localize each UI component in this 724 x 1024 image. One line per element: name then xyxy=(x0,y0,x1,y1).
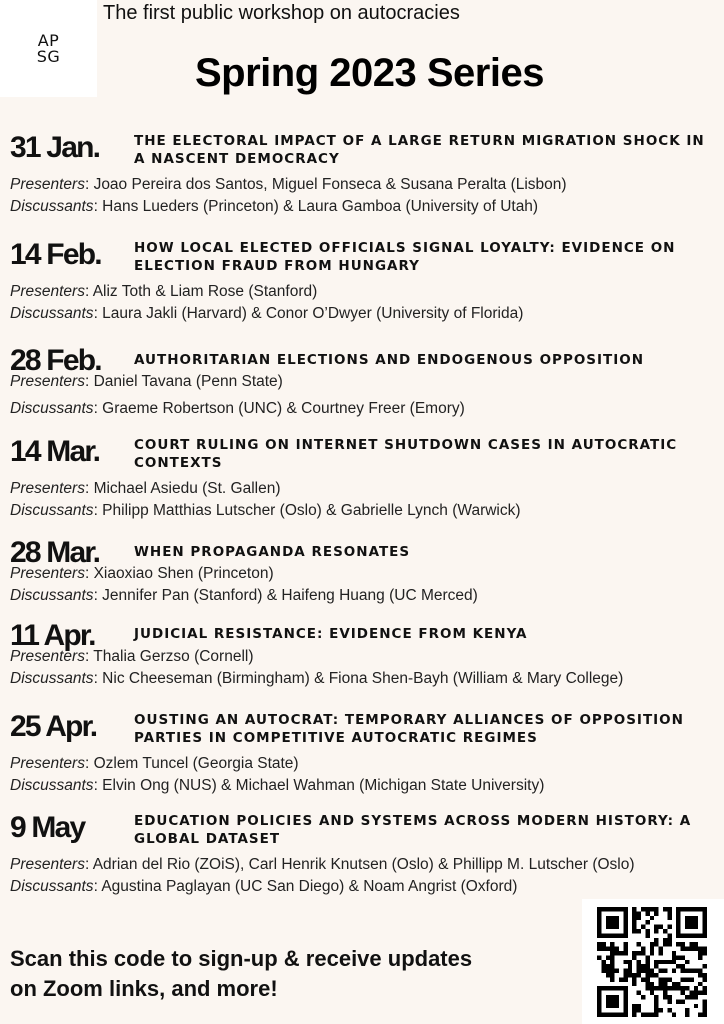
presenters-line xyxy=(10,646,254,668)
presenters-names: : Xiaoxiao Shen (Princeton) xyxy=(84,565,274,582)
discussants-line xyxy=(10,398,465,420)
presenters-line xyxy=(10,854,635,876)
event-entry xyxy=(10,711,715,801)
discussants-names: : Elvin Ong (NUS) & Michael Wahman (Michigan State University) xyxy=(93,777,545,794)
event-title: WHEN PROPAGANDA RESONATES xyxy=(134,544,411,560)
event-entry xyxy=(10,132,715,222)
discussants-label: Discussants xyxy=(10,777,94,794)
discussants-line xyxy=(10,876,517,898)
cta-line-2: on Zoom links, and more! xyxy=(10,976,278,1001)
discussants-label: Discussants xyxy=(10,400,94,417)
discussants-names: : Philipp Matthias Lutscher (Oslo) & Gabrielle Lynch (Warwick) xyxy=(93,502,521,519)
discussants-names: : Nic Cheeseman (Birmingham) & Fiona Shen-Bayh (William & Mary College) xyxy=(93,670,624,687)
presenters-label: Presenters xyxy=(10,648,85,665)
qr-code-icon xyxy=(596,907,708,1017)
event-entry xyxy=(10,812,715,902)
discussants-label: Discussants xyxy=(10,198,94,215)
event-title: HOW LOCAL ELECTED OFFICIALS SIGNAL LOYALTY: EVIDENCE ON ELECTION FRAUD FROM HUNGARY xyxy=(134,240,676,274)
event-date: 31 Jan. xyxy=(10,131,100,164)
event-date: 28 Feb. xyxy=(10,344,101,377)
cta-line-1: Scan this code to sign-up & receive updates xyxy=(10,946,473,971)
discussants-label: Discussants xyxy=(10,670,94,687)
presenters-names: : Joao Pereira dos Santos, Miguel Fonseca & Susana Peralta (Lisbon) xyxy=(84,176,567,193)
discussants-line xyxy=(10,668,623,690)
presenters-label: Presenters xyxy=(10,565,85,582)
presenters-line xyxy=(10,174,567,196)
event-title: EDUCATION POLICIES AND SYSTEMS ACROSS MODERN HISTORY: A GLOBAL DATASET xyxy=(134,813,692,847)
event-entry xyxy=(10,345,715,435)
presenters-label: Presenters xyxy=(10,373,85,390)
event-entry xyxy=(10,239,715,329)
event-entry xyxy=(10,436,715,526)
event-entry xyxy=(10,620,715,710)
signup-call-to-action xyxy=(10,944,472,1004)
presenters-line xyxy=(10,563,274,585)
event-date: 25 Apr. xyxy=(10,710,97,743)
discussants-label: Discussants xyxy=(10,878,94,895)
discussants-names: : Agustina Paglayan (UC San Diego) & Noam Angrist (Oxford) xyxy=(93,878,518,895)
qr-code[interactable] xyxy=(582,899,724,1024)
presenters-label: Presenters xyxy=(10,856,85,873)
presenters-names: : Daniel Tavana (Penn State) xyxy=(84,373,283,390)
subtitle: The first public workshop on autocracies xyxy=(103,2,460,24)
discussants-names: : Hans Lueders (Princeton) & Laura Gamboa (University of Utah) xyxy=(93,198,539,215)
presenters-label: Presenters xyxy=(10,755,85,772)
presenters-names: : Michael Asiedu (St. Gallen) xyxy=(84,480,281,497)
discussants-line xyxy=(10,196,538,218)
apsg-logo xyxy=(0,0,97,97)
event-date: 14 Mar. xyxy=(10,435,100,468)
presenters-line xyxy=(10,281,317,303)
event-date: 11 Apr. xyxy=(10,619,95,652)
event-entry xyxy=(10,537,715,627)
event-date: 9 May xyxy=(10,811,85,844)
presenters-line xyxy=(10,478,281,500)
discussants-label: Discussants xyxy=(10,587,94,604)
event-date: 28 Mar. xyxy=(10,536,100,569)
event-title: JUDICIAL RESISTANCE: EVIDENCE FROM KENYA xyxy=(134,626,528,642)
discussants-names: : Graeme Robertson (UNC) & Courtney Freer (Emory) xyxy=(93,400,465,417)
event-title: AUTHORITARIAN ELECTIONS AND ENDOGENOUS OPPOSITION xyxy=(134,352,645,368)
presenters-names: : Aliz Toth & Liam Rose (Stanford) xyxy=(84,283,318,300)
discussants-line xyxy=(10,500,521,522)
discussants-line xyxy=(10,303,523,325)
event-date: 14 Feb. xyxy=(10,238,101,271)
presenters-label: Presenters xyxy=(10,480,85,497)
discussants-label: Discussants xyxy=(10,502,94,519)
presenters-label: Presenters xyxy=(10,176,85,193)
presenters-label: Presenters xyxy=(10,283,85,300)
discussants-names: : Jennifer Pan (Stanford) & Haifeng Huang (UC Merced) xyxy=(93,587,478,604)
event-title: COURT RULING ON INTERNET SHUTDOWN CASES IN AUTOCRATIC CONTEXTS xyxy=(134,437,678,471)
presenters-names: : Adrian del Rio (ZOiS), Carl Henrik Knutsen (Oslo) & Phillipp M. Lutscher (Oslo) xyxy=(84,856,635,873)
presenters-line xyxy=(10,753,299,775)
discussants-line xyxy=(10,775,544,797)
event-title: THE ELECTORAL IMPACT OF A LARGE RETURN MIGRATION SHOCK IN A NASCENT DEMOCRACY xyxy=(134,133,705,167)
logo-text: AP SG xyxy=(36,30,61,66)
discussants-label: Discussants xyxy=(10,305,94,322)
page-title: Spring 2023 Series xyxy=(195,51,544,95)
discussants-line xyxy=(10,585,478,607)
presenters-names: : Thalia Gerzso (Cornell) xyxy=(84,648,254,665)
discussants-names: : Laura Jakli (Harvard) & Conor O’Dwyer (University of Florida) xyxy=(93,305,524,322)
event-title: OUSTING AN AUTOCRAT: TEMPORARY ALLIANCES OF OPPOSITION PARTIES IN COMPETITIVE AUTOCRATIC REGIMES xyxy=(134,712,684,746)
presenters-line xyxy=(10,371,283,393)
presenters-names: : Ozlem Tuncel (Georgia State) xyxy=(84,755,299,772)
